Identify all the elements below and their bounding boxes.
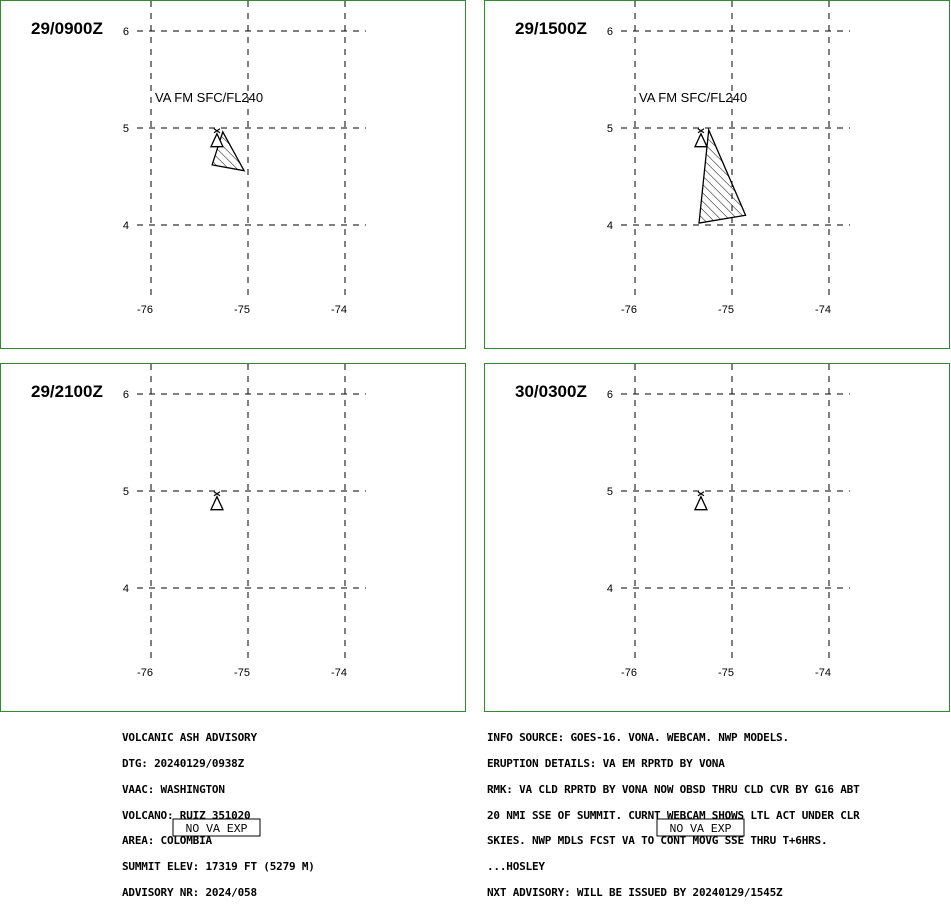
panel-time-label: 29/0900Z: [31, 19, 103, 38]
advisory-line: SUMMIT ELEV: 17319 FT (5279 M): [122, 860, 315, 874]
va-level-label: VA FM SFC/FL240: [639, 90, 748, 105]
va-level-label: VA FM SFC/FL240: [155, 90, 264, 105]
lat-lon-grid: [137, 1, 366, 301]
advisory-line: ADVISORY NR: 2024/058: [122, 885, 257, 899]
volcano-triangle-icon: [695, 492, 707, 510]
advisory-line: VOLCANO: RUIZ 351020: [122, 808, 251, 822]
advisory-line: AREA: COLOMBIA: [122, 834, 212, 848]
latitude-tick-label: 4: [122, 583, 129, 595]
latitude-tick-label: 5: [606, 123, 613, 135]
advisory-line: ERUPTION DETAILS: VA EM RPRTD BY VONA: [487, 756, 725, 770]
latitude-tick-label: 4: [606, 220, 613, 232]
panel-time-label: 29/2100Z: [31, 382, 103, 401]
panel-time-label: 30/0300Z: [515, 382, 587, 401]
map-plot: [485, 1, 951, 350]
longitude-tick-label: -75: [718, 667, 734, 679]
latitude-tick-label: 4: [122, 220, 129, 232]
latitude-tick-label: 5: [122, 123, 129, 135]
longitude-tick-label: -74: [331, 304, 347, 316]
longitude-tick-label: -74: [331, 667, 347, 679]
advisory-line: DTG: 20240129/0938Z: [122, 756, 245, 770]
advisory-line: SKIES. NWP MDLS FCST VA TO CONT MOVG SSE THRU T+6HRS.: [487, 834, 828, 848]
advisory-header-text: [122, 717, 315, 906]
longitude-tick-label: -76: [137, 304, 153, 316]
longitude-tick-label: -76: [137, 667, 153, 679]
forecast-panel-1500z: [484, 0, 950, 349]
no-va-text: NO VA EXP: [669, 823, 732, 836]
advisory-line: NXT ADVISORY: WILL BE ISSUED BY 20240129/1545Z: [487, 885, 783, 899]
advisory-remarks-text: [487, 717, 860, 906]
latitude-tick-label: 6: [122, 389, 129, 401]
lat-lon-grid: [621, 1, 850, 301]
volcano-triangle-icon: [695, 129, 707, 147]
advisory-line: 20 NMI SSE OF SUMMIT. CURNT WEBCAM SHOWS LTL ACT UNDER CLR: [487, 808, 860, 822]
no-va-text: NO VA EXP: [185, 823, 248, 836]
longitude-tick-label: -75: [234, 667, 250, 679]
longitude-tick-label: -75: [234, 304, 250, 316]
advisory-line: VAAC: WASHINGTON: [122, 782, 225, 796]
panel-time-label: 29/1500Z: [515, 19, 587, 38]
forecast-panel-0900z: [0, 0, 466, 349]
advisory-line: RMK: VA CLD RPRTD BY VONA NOW OBSD THRU CLD CVR BY G16 ABT: [487, 782, 860, 796]
latitude-tick-label: 4: [606, 583, 613, 595]
longitude-tick-label: -74: [815, 304, 831, 316]
lat-lon-grid: [621, 364, 850, 664]
latitude-tick-label: 6: [606, 389, 613, 401]
advisory-line: INFO SOURCE: GOES-16. VONA. WEBCAM. NWP MODELS.: [487, 731, 789, 745]
longitude-tick-label: -75: [718, 304, 734, 316]
advisory-line: ...HOSLEY: [487, 860, 545, 874]
longitude-tick-label: -74: [815, 667, 831, 679]
volcano-triangle-icon: [211, 492, 223, 510]
latitude-tick-label: 5: [606, 486, 613, 498]
map-plot: [1, 1, 467, 350]
latitude-tick-label: 6: [122, 26, 129, 38]
advisory-line: VOLCANIC ASH ADVISORY: [122, 731, 257, 745]
longitude-tick-label: -76: [621, 667, 637, 679]
latitude-tick-label: 6: [606, 26, 613, 38]
longitude-tick-label: -76: [621, 304, 637, 316]
lat-lon-grid: [137, 364, 366, 664]
latitude-tick-label: 5: [122, 486, 129, 498]
